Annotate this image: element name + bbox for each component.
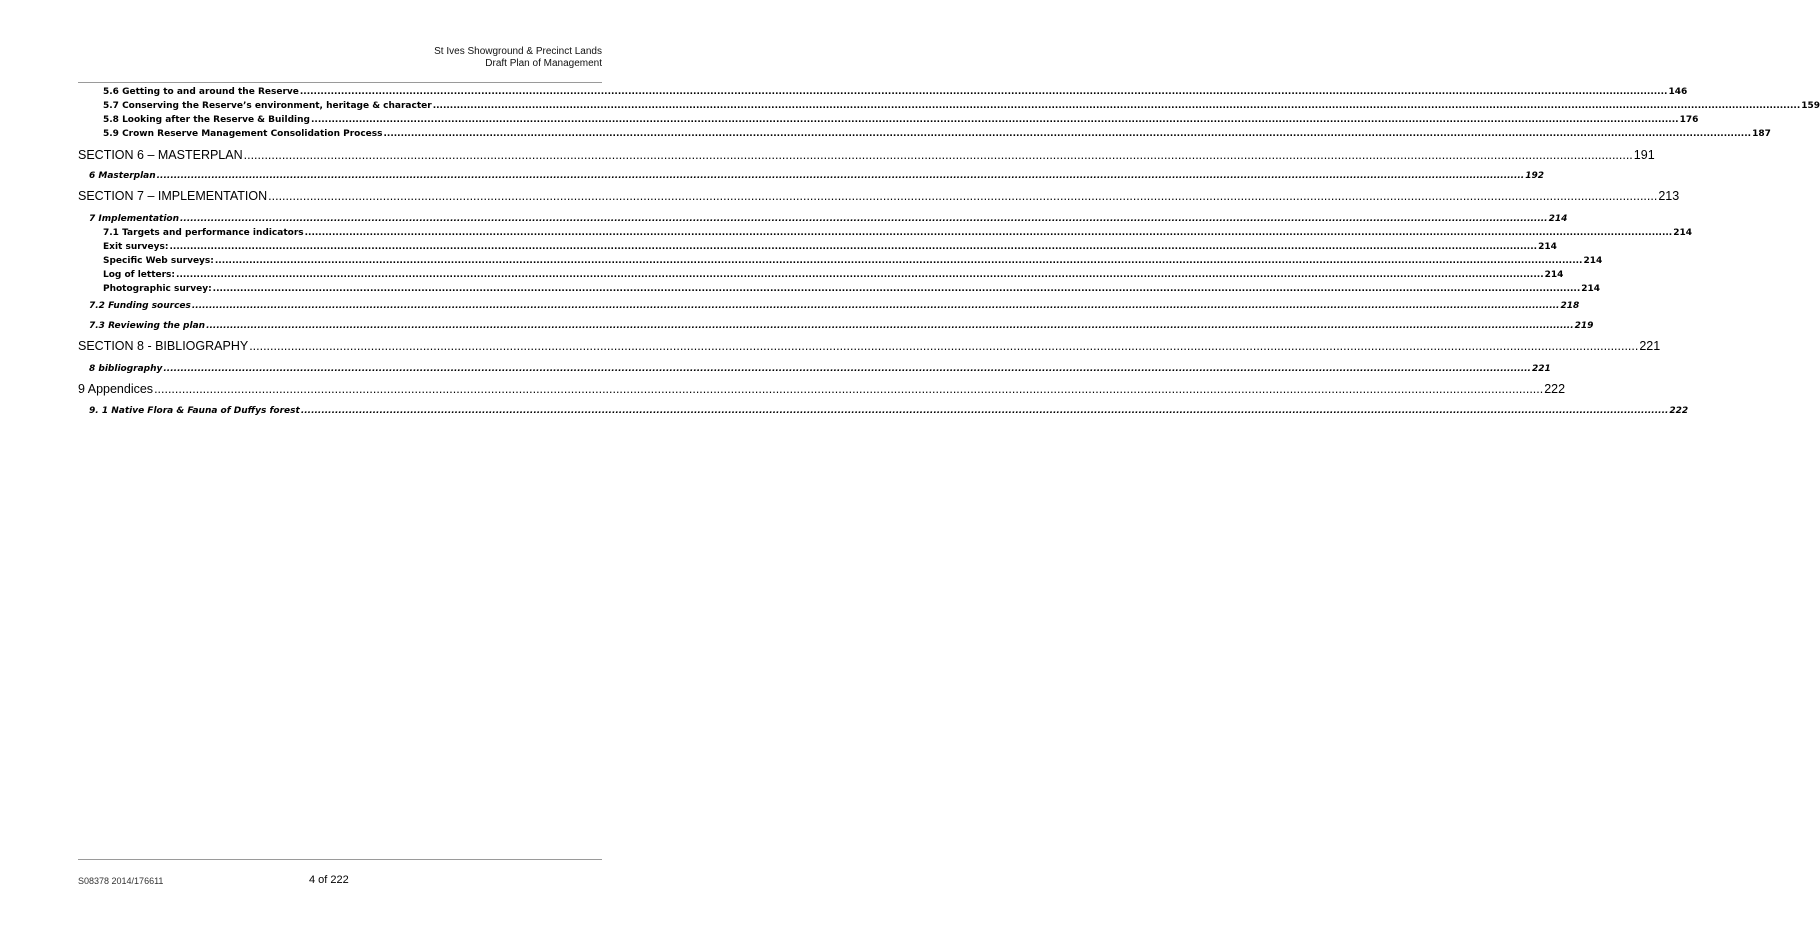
toc-leader: ................................................................................................................................................................................................................................................................................................................................................................................................................ — [432, 101, 1801, 111]
toc-entry[interactable] — [103, 129, 1771, 139]
toc-entry-page: 191 — [1633, 148, 1655, 162]
toc-entry-page: 213 — [1658, 189, 1680, 203]
toc-entry-title: 5.6 Getting to and around the Reserve — [103, 87, 299, 97]
toc-entry-page: 214 — [1538, 242, 1557, 252]
toc-leader: ................................................................................................................................................................................................................................................................................................................................................................................................................ — [383, 129, 1752, 139]
toc-entry-title: Specific Web surveys: — [103, 256, 214, 266]
toc-entry-title: 9. 1 Native Flora & Fauna of Duffys forest — [89, 406, 300, 416]
toc-entry-title: 7.3 Reviewing the plan — [89, 321, 206, 331]
toc-entry[interactable] — [103, 87, 1688, 97]
document-reference: S08378 2014/176611 — [78, 876, 164, 886]
toc-entry-page: 219 — [1574, 321, 1594, 331]
toc-entry[interactable] — [89, 321, 1594, 331]
toc-entry[interactable] — [89, 364, 1551, 374]
toc-section-entry[interactable] — [78, 189, 1680, 203]
toc-leader: ................................................................................................................................................................................................................................................................................................................................................................................................................ — [268, 189, 1658, 203]
toc-entry-page: 214 — [1581, 284, 1601, 294]
toc-entry-title: Log of letters: — [103, 270, 176, 280]
toc-entry-page: 187 — [1752, 129, 1771, 139]
toc-entry[interactable] — [103, 228, 1692, 238]
toc-entry-title: 8 bibliography — [89, 364, 163, 374]
toc-entry[interactable] — [89, 406, 1689, 416]
toc-entry-page: 222 — [1544, 382, 1566, 396]
toc-entry-title: SECTION 7 – IMPLEMENTATION — [78, 189, 268, 203]
toc-entry-page: 146 — [1668, 87, 1688, 97]
toc-entry[interactable] — [89, 301, 1580, 311]
toc-section-entry[interactable] — [78, 382, 1566, 396]
toc-leader: ................................................................................................................................................................................................................................................................................................................................................................................................................ — [154, 382, 1544, 396]
toc-leader: ................................................................................................................................................................................................................................................................................................................................................................................................................ — [191, 301, 1560, 311]
toc-entry-title: 5.8 Looking after the Reserve & Building — [103, 115, 310, 125]
toc-entry-title: SECTION 8 - BIBLIOGRAPHY — [78, 339, 249, 353]
toc-entry-title: 9 Appendices — [78, 382, 154, 396]
toc-entry[interactable] — [103, 242, 1557, 252]
toc-entry-title: 7.2 Funding sources — [89, 301, 191, 311]
toc-entry[interactable] — [89, 171, 1545, 181]
toc-leader: ................................................................................................................................................................................................................................................................................................................................................................................................................ — [304, 228, 1673, 238]
toc-leader: ................................................................................................................................................................................................................................................................................................................................................................................................................ — [300, 406, 1669, 416]
toc-leader: ................................................................................................................................................................................................................................................................................................................................................................................................................ — [214, 256, 1583, 266]
toc-entry-title: SECTION 6 – MASTERPLAN — [78, 148, 243, 162]
toc-entry-title: 7.1 Targets and performance indicators — [103, 228, 304, 238]
toc-entry[interactable] — [103, 270, 1564, 280]
toc-entry[interactable] — [89, 214, 1568, 224]
toc-entry-page: 218 — [1560, 301, 1580, 311]
toc-entry[interactable] — [103, 256, 1603, 266]
toc-entry-page: 214 — [1583, 256, 1603, 266]
toc-entry[interactable] — [103, 101, 1820, 111]
toc-entry-page: 159 — [1801, 101, 1820, 111]
toc-entry-title: 5.7 Conserving the Reserve’s environment, heritage & character — [103, 101, 432, 111]
toc-entry-page: 214 — [1544, 270, 1564, 280]
toc-entry[interactable] — [103, 284, 1601, 294]
toc-leader: ................................................................................................................................................................................................................................................................................................................................................................................................................ — [169, 242, 1538, 252]
header-subtitle: Draft Plan of Management — [485, 58, 602, 69]
toc-entry-title: 7 Implementation — [89, 214, 179, 224]
toc-leader: ................................................................................................................................................................................................................................................................................................................................................................................................................ — [299, 87, 1668, 97]
toc-entry-page: 176 — [1679, 115, 1699, 125]
header-title: St Ives Showground & Precinct Lands — [434, 46, 602, 57]
toc-leader: ................................................................................................................................................................................................................................................................................................................................................................................................................ — [310, 115, 1679, 125]
toc-entry[interactable] — [103, 115, 1699, 125]
toc-entry-title: Photographic survey: — [103, 284, 212, 294]
page-number: 4 of 222 — [309, 874, 349, 886]
toc-leader: ................................................................................................................................................................................................................................................................................................................................................................................................................ — [243, 148, 1633, 162]
toc-section-entry[interactable] — [78, 148, 1655, 162]
toc-entry-title: 5.9 Crown Reserve Management Consolidation Process — [103, 129, 383, 139]
toc-entry-page: 214 — [1673, 228, 1692, 238]
toc-section-entry[interactable] — [78, 339, 1661, 353]
footer-rule — [78, 859, 602, 860]
toc-entry-title: 6 Masterplan — [89, 171, 156, 181]
header-rule — [78, 82, 602, 83]
toc-leader: ................................................................................................................................................................................................................................................................................................................................................................................................................ — [163, 364, 1531, 374]
toc-leader: ................................................................................................................................................................................................................................................................................................................................................................................................................ — [212, 284, 1581, 294]
toc-entry-title: Exit surveys: — [103, 242, 169, 252]
toc-leader: ................................................................................................................................................................................................................................................................................................................................................................................................................ — [206, 321, 1574, 331]
toc-leader: ................................................................................................................................................................................................................................................................................................................................................................................................................ — [156, 171, 1525, 181]
toc-entry-page: 221 — [1531, 364, 1551, 374]
toc-leader: ................................................................................................................................................................................................................................................................................................................................................................................................................ — [249, 339, 1639, 353]
toc-entry-page: 192 — [1525, 171, 1545, 181]
toc-leader: ................................................................................................................................................................................................................................................................................................................................................................................................................ — [180, 214, 1548, 224]
toc-entry-page: 221 — [1639, 339, 1661, 353]
toc-leader: ................................................................................................................................................................................................................................................................................................................................................................................................................ — [176, 270, 1544, 280]
toc-entry-page: 222 — [1669, 406, 1689, 416]
running-header — [434, 46, 602, 70]
toc-entry-page: 214 — [1548, 214, 1568, 224]
